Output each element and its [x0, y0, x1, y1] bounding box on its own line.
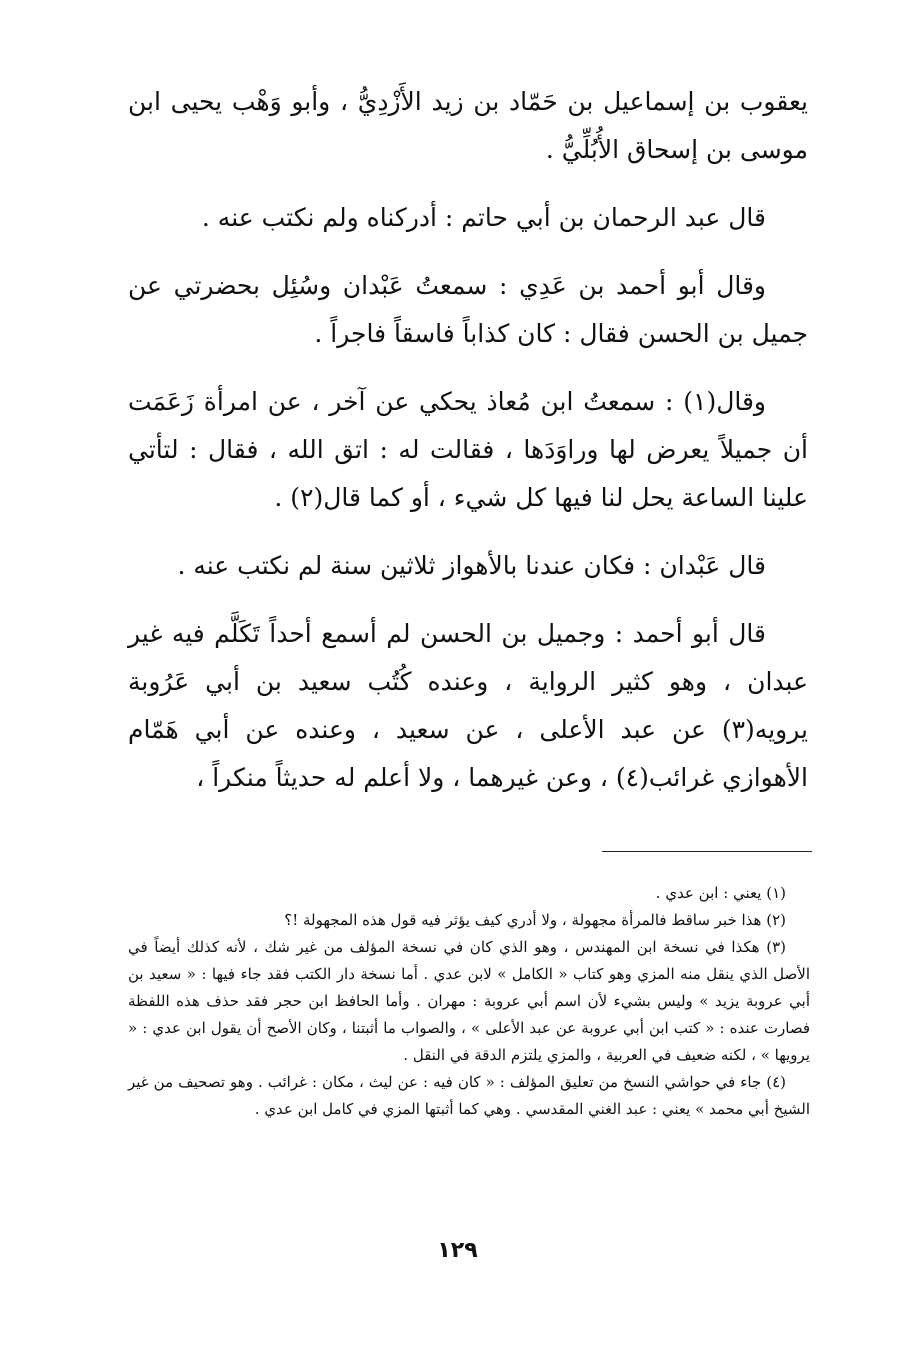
- paragraph-4: وقال(١) : سمعتُ ابن مُعاذ يحكي عن آخر ، عن امرأة زَعَمَت أن جميلاً يعرض لها وراوَدَها ، فقالت له : اتق الله ، فقال : لتأتي علينا الساعة يحل لنا فيها كل شيء ، أو كما قال(٢) .: [128, 387, 808, 512]
- footnote-1: (١) يعني : ابن عدي .: [655, 884, 786, 902]
- paragraph-5: قال عَبْدان : فكان عندنا بالأهواز ثلاثين سنة لم نكتب عنه .: [177, 551, 766, 580]
- paragraph-1: يعقوب بن إسماعيل بن حَمّاد بن زيد الأَزْدِيُّ ، وأبو وَهْب يحيى ابن موسى بن إسحاق الأُبُلِّيُّ .: [128, 87, 808, 164]
- paragraph-3: وقال أبو أحمد بن عَدِي : سمعتُ عَبْدان وسُئِل بحضرتي عن جميل بن الحسن فقال : كان كذاباً فاسقاً فاجراً .: [128, 271, 808, 348]
- paragraph-2: قال عبد الرحمان بن أبي حاتم : أدركناه ولم نكتب عنه .: [201, 203, 766, 232]
- footnote-3: (٣) هكذا في نسخة ابن المهندس ، وهو الذي كان في نسخة المؤلف من غير شك ، لأنه كذلك أيضاً في الأصل الذي ينقل منه المزي وهو كتاب « الكامل » لابن عدي . أما نسخة دار الكتب فقد جاء فيها : « سعيد بن أبي عروبة يزيد » وليس بشيء لأن اسم أبي عروبة : مهران . وأما الحافظ ابن حجر فقد حذف هذه اللفظة فصارت عنده : « كتب ابن أبي عروبة عن عبد الأعلى » ، والصواب ما أثبتنا ، وكان الأصح أن يقول ابن عدي : « يرويها » ، لكنه ضعيف في العربية ، والمزي يلتزم الدقة في النقل .: [128, 938, 810, 1064]
- page-number: ١٢٩: [437, 1238, 478, 1263]
- footnote-4: (٤) جاء في حواشي النسخ من تعليق المؤلف : « كان فيه : عن ليث ، مكان : غرائب . وهو تصحيف من غير الشيخ أبي محمد » يعني : عبد الغني المقدسي . وهي كما أثبتها المزي في كامل ابن عدي .: [128, 1073, 810, 1118]
- main-text: [128, 78, 808, 802]
- footnotes: [128, 880, 810, 1123]
- footnote-2: (٢) هذا خبر ساقط فالمرأة مجهولة ، ولا أدري كيف يؤثر فيه قول هذه المجهولة !؟: [284, 911, 786, 929]
- footnote-separator: [602, 851, 812, 852]
- paragraph-6: قال أبو أحمد : وجميل بن الحسن لم أسمع أحداً تَكَلَّم فيه غير عبدان ، وهو كثير الرواية ، وعنده كُتُب سعيد بن أبي عَرُوبة يرويه(٣) عن عبد الأعلى ، عن سعيد ، وعنده عن أبي هَمّام الأهوازي غرائب(٤) ، وعن غيرهما ، ولا أعلم له حديثاً منكراً ،: [128, 619, 808, 792]
